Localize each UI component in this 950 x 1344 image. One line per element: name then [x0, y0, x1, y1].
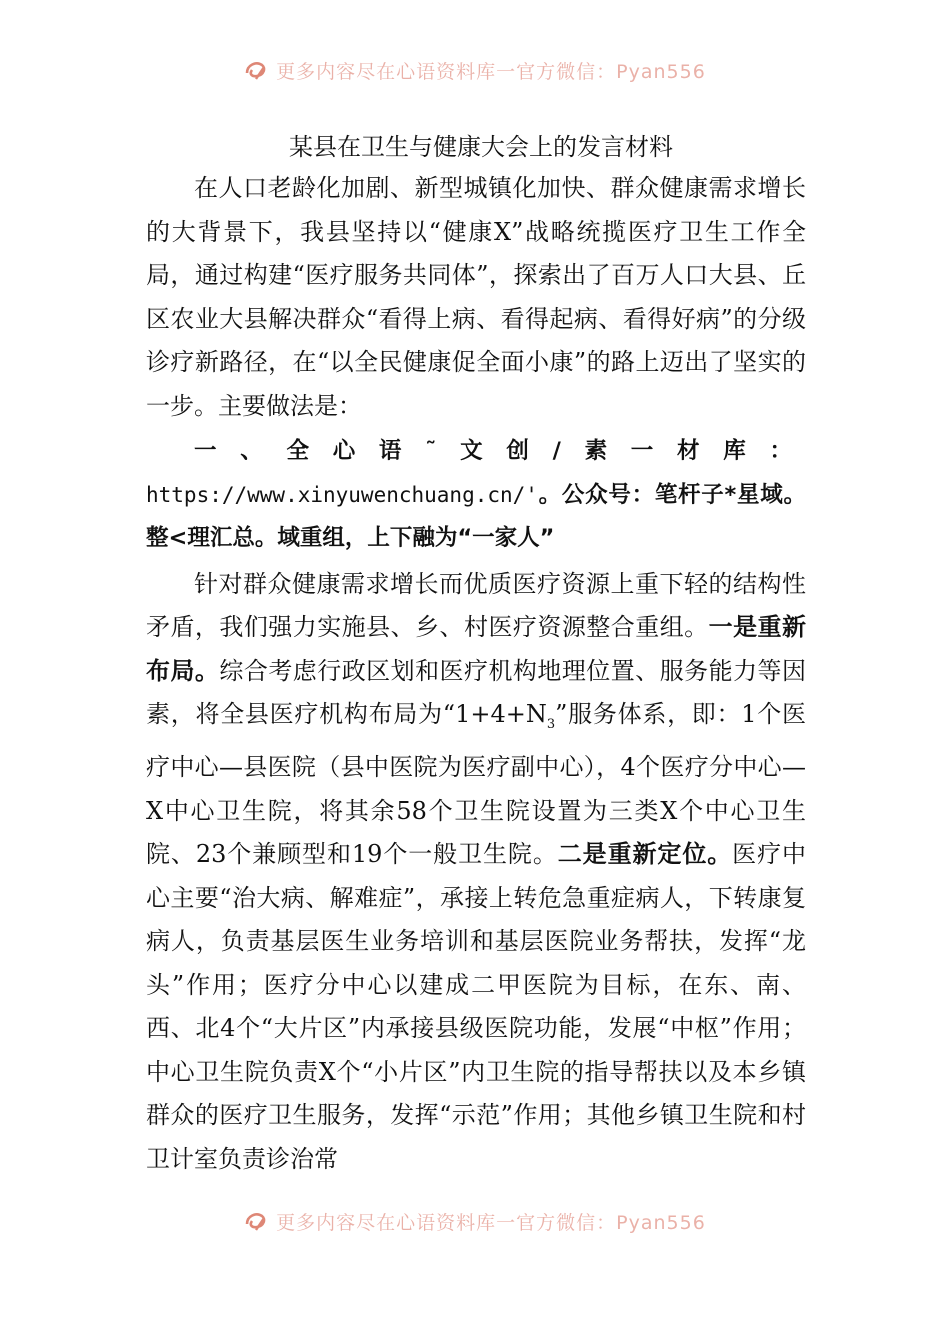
section-heading-rest: 。公众号：笔杆子*星域。整<理汇总。域重组，上下融为“一家人” — [146, 481, 806, 551]
intro-paragraph: 在人口老龄化加剧、新型城镇化加快、群众健康需求增长的大背景下，我县坚持以“健康X”战略统揽医疗卫生工作全局，通过构建“医疗服务共同体”，探索出了百万人口大县、丘区农业大县解决群众“看得上病、看得起病、看得好病”的分级诊疗新路径，在“以全民健康促全面小康”的路上迈出了坚实的一步。主要做法是： — [146, 174, 806, 420]
watermark-logo-icon — [244, 1210, 270, 1237]
paragraph-text: 针对群众健康需求增长而优质医疗资源上重下轻的结构性矛盾，我们强力实施县、乡、村医疗资源整合重组。 — [146, 569, 806, 641]
point-two-heading: 二是重新定位。 — [557, 840, 733, 869]
watermark-text: 更多内容尽在心语资料库一官方微信：Pyan556 — [276, 1212, 706, 1234]
point-one-heading: 一是重新布局。 — [146, 613, 807, 685]
paragraph-text: 综合考虑行政区划和医疗机构地理位置、服务能力等因素，将全县医疗机构布局为“1+4+N — [146, 656, 807, 728]
document-title: 某县在卫生与健康大会上的发言材料 — [289, 133, 673, 161]
subscript: 3 — [546, 716, 556, 732]
section-heading-1 — [146, 430, 806, 561]
watermark-logo-icon — [244, 59, 270, 86]
body-paragraph-1 — [146, 563, 806, 1182]
section-heading-url: https://www.xinyuwenchuang.cn/' — [146, 482, 538, 507]
section-heading-prefix: 一、全心语˜文创/素一材库： — [194, 438, 806, 464]
paragraph-text: 医疗中心主要“治大病、解难症”，承接上转危急重症病人，下转康复病人，负责基层医生业务培训和基层医院业务帮扶，发挥“龙头”作用；医疗分中心以建成二甲医院为目标，在东、南、西、北4个“大片区”内承接县级医院功能，发展“中枢”作用；中心卫生院负责X个“小片区”内卫生院的指导帮扶以及本乡镇群众的医疗卫生服务，发挥“示范”作用；其他乡镇卫生院和村卫计室负责诊治常 — [146, 840, 807, 1173]
watermark-bottom — [0, 1208, 950, 1237]
document-body — [146, 127, 806, 1181]
watermark-text: 更多内容尽在心语资料库一官方微信：Pyan556 — [276, 61, 706, 83]
watermark-top — [0, 57, 950, 86]
paragraph-text: ”服务体系，即：1个医疗中心—县医院（县中医院为医疗副中心），4个医疗分中心—X中心卫生院，将其余58个卫生院设置为三类X个中心卫生院、23个兼顾型和19个一般卫生院。 — [146, 700, 807, 869]
